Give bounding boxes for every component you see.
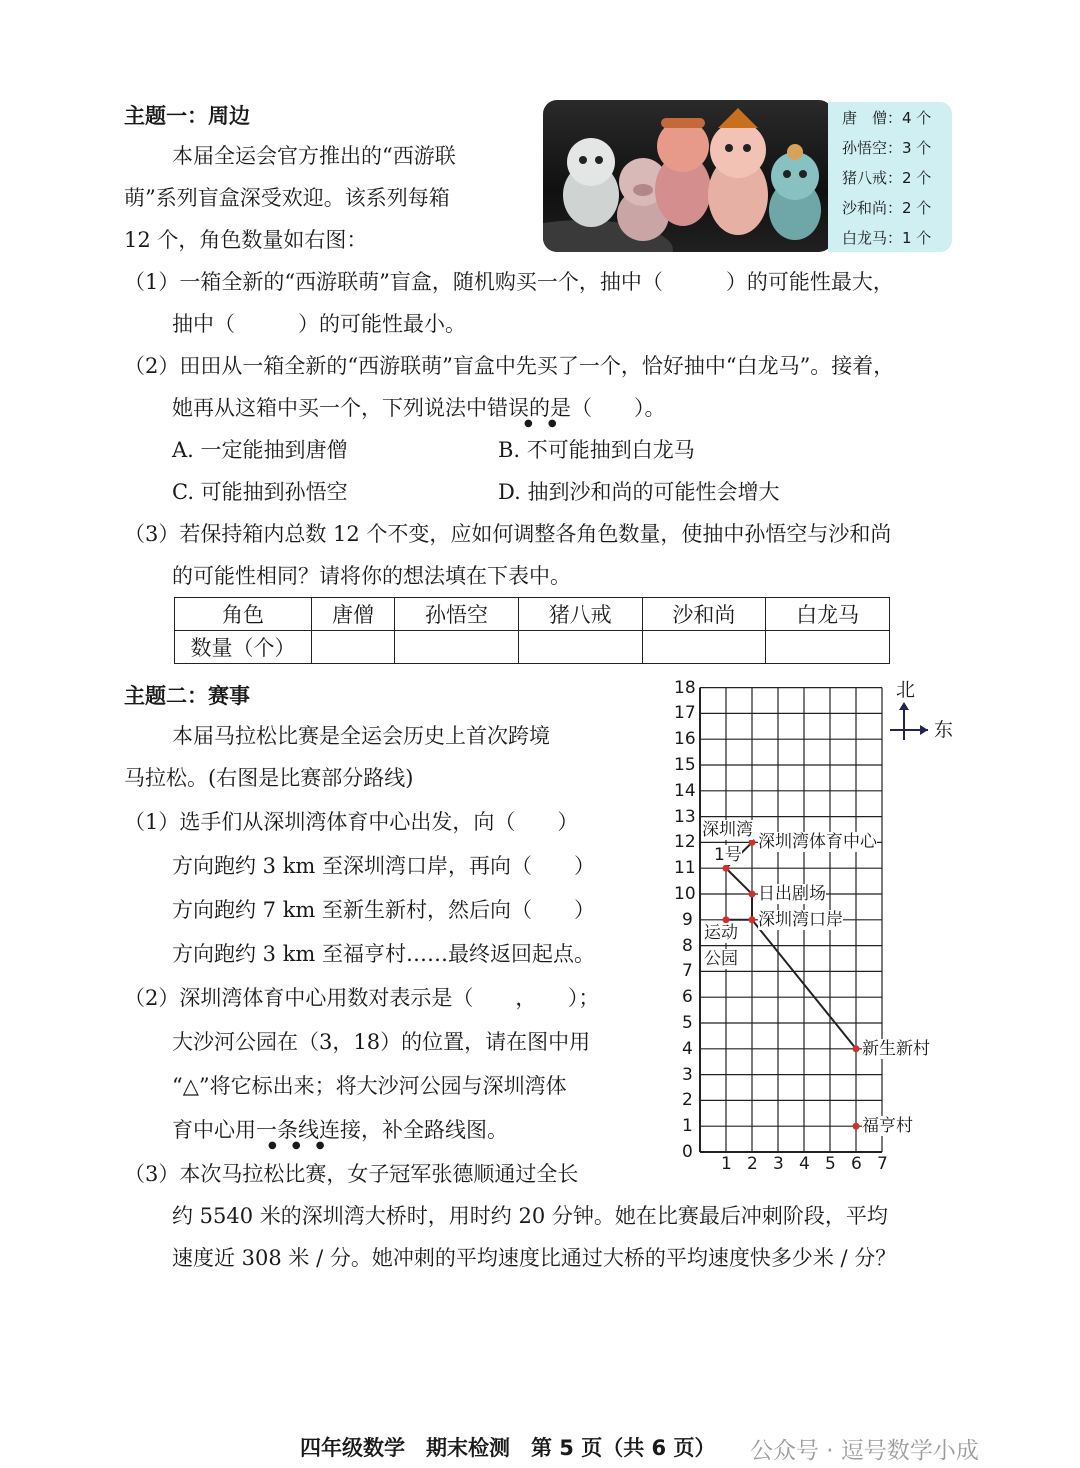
theme2-q1-line: 方向跑约 7 km 至新生新村，然后向（ ） <box>172 898 596 922</box>
answer-cell[interactable] <box>642 631 766 664</box>
compass-east-label: 东 <box>934 719 954 741</box>
theme2-q2-line: （2）深圳湾体育中心用数对表示是（ ， ）； <box>124 986 600 1010</box>
route-point <box>749 839 756 846</box>
theme2-q3-line: 约 5540 米的深圳湾大桥时，用时约 20 分钟。她在比赛最后冲刺阶段，平均 <box>172 1204 888 1228</box>
page-footer: 四年级数学 期末检测 第 5 页（共 6 页） <box>300 1436 716 1460</box>
theme2-q2-line: 育中心用一条线连接，补全路线图。 <box>172 1118 508 1142</box>
route-point <box>749 891 756 898</box>
y-tick-label: 1 <box>682 1116 693 1137</box>
theme1-heading: 主题一：周边 <box>124 104 250 128</box>
y-tick-label: 7 <box>682 961 693 982</box>
legend-item: 沙和尚：2 个 <box>842 199 932 217</box>
theme1-q2-option: D. 抽到沙和尚的可能性会增大 <box>498 480 780 504</box>
x-tick-label: 1 <box>721 1154 732 1174</box>
legend-item: 唐 僧：4 个 <box>842 109 932 127</box>
y-tick-label: 5 <box>682 1013 693 1033</box>
theme2-q1-line: 方向跑约 3 km 至福亨村……最终返回起点。 <box>172 942 596 966</box>
answer-cell[interactable] <box>395 631 519 664</box>
answer-cell[interactable] <box>312 631 395 664</box>
y-tick-label: 17 <box>674 703 696 724</box>
table-header-cell: 白龙马 <box>766 598 890 631</box>
compass <box>888 700 928 748</box>
y-tick-label: 3 <box>682 1064 693 1085</box>
x-tick-label: 4 <box>799 1154 810 1174</box>
route-point <box>749 916 756 923</box>
watermark: 公众号 · 逗号数学小成 <box>750 1438 979 1464</box>
answer-cell[interactable] <box>766 631 890 664</box>
legend-item: 孙悟空：3 个 <box>842 139 932 157</box>
table-header-cell: 沙和尚 <box>642 598 766 631</box>
x-tick-label: 2 <box>747 1154 758 1174</box>
table-row <box>175 598 890 631</box>
emphasis-dots: ● ● <box>524 418 563 429</box>
table-header-cell: 猪八戒 <box>518 598 642 631</box>
theme1-q2-option: C. 可能抽到孙悟空 <box>172 480 348 504</box>
emphasis-dots: ● ● ● <box>268 1140 331 1151</box>
legend-item: 猪八戒：2 个 <box>842 169 932 187</box>
route-point <box>723 865 730 872</box>
y-tick-label: 11 <box>674 858 696 879</box>
legend-item: 白龙马：1 个 <box>842 229 932 247</box>
theme1-q1-line: 抽中（ ）的可能性最小。 <box>172 312 466 336</box>
theme2-q1-line: 方向跑约 3 km 至深圳湾口岸，再向（ ） <box>172 854 596 878</box>
y-tick-label: 14 <box>674 780 696 801</box>
x-tick-label: 3 <box>773 1154 784 1174</box>
theme2-intro-line: 马拉松。(右图是比赛部分路线) <box>124 766 414 790</box>
y-tick-label: 0 <box>682 1142 693 1162</box>
place-label-park2: 运动 <box>704 922 738 943</box>
place-label-port: 深圳湾口岸 <box>758 909 843 930</box>
theme2-q3-line: 速度近 308 米 / 分。她冲刺的平均速度比通过大桥的平均速度快多少米 / 分？ <box>172 1246 897 1270</box>
theme1-q1-line: （1）一箱全新的“西游联萌”盲盒，随机购买一个，抽中（ ）的可能性最大， <box>124 270 894 294</box>
table-header-cell: 孙悟空 <box>395 598 519 631</box>
y-tick-label: 18 <box>674 677 696 698</box>
place-label-park1: 1号 <box>714 845 742 866</box>
x-tick-label: 6 <box>851 1154 862 1174</box>
theme1-intro-line: 12 个，角色数量如右图： <box>124 228 368 252</box>
y-tick-label: 15 <box>674 755 696 775</box>
y-tick-label: 9 <box>682 909 693 930</box>
theme1-q2-line: （2）田田从一箱全新的“西游联萌”盲盒中先买了一个，恰好抽中“白龙马”。接着， <box>124 354 895 378</box>
route-point <box>853 1045 860 1052</box>
theme2-q2-line: 大沙河公园在（3，18）的位置，请在图中用 <box>172 1030 591 1054</box>
place-label-fuheng: 福亨村 <box>862 1116 913 1137</box>
y-tick-label: 12 <box>674 832 696 853</box>
table-header-cell: 角色 <box>175 598 312 631</box>
x-tick-label: 5 <box>825 1154 836 1174</box>
y-tick-label: 16 <box>674 729 696 750</box>
place-label-park1: 深圳湾 <box>702 819 753 840</box>
character-quantity-table <box>174 597 890 664</box>
y-tick-label: 6 <box>682 987 693 1008</box>
theme1-q3-line: （3）若保持箱内总数 12 个不变，应如何调整各角色数量，使抽中孙悟空与沙和尚 <box>124 522 892 546</box>
theme2-q3-line: （3）本次马拉松比赛，女子冠军张德顺通过全长 <box>124 1162 579 1186</box>
character-count-legend <box>828 102 952 252</box>
table-header-cell: 唐僧 <box>312 598 395 631</box>
y-tick-label: 8 <box>682 935 693 956</box>
theme2-intro-line: 本届马拉松比赛是全运会历史上首次跨境 <box>172 724 550 748</box>
y-tick-label: 13 <box>674 806 696 827</box>
answer-cell[interactable] <box>518 631 642 664</box>
x-tick-label: 7 <box>877 1154 888 1174</box>
compass-arrows <box>888 700 928 744</box>
theme1-q2-option: B. 不可能抽到白龙马 <box>498 438 695 462</box>
theme1-q2-line: 她再从这箱中买一个，下列说法中错误的是（ ）。 <box>172 396 666 420</box>
place-label-sunrise-theater: 日出剧场 <box>758 884 826 904</box>
place-label-park2: 公园 <box>704 948 738 969</box>
table-row <box>175 631 890 664</box>
theme2-q2-line: “△”将它标出来；将大沙河公园与深圳湾体 <box>172 1074 567 1098</box>
theme1-intro-line: 萌”系列盲盒深受欢迎。该系列每箱 <box>124 186 450 210</box>
table-row-label: 数量（个） <box>175 631 312 664</box>
place-label-sports-center: 深圳湾体育中心 <box>758 832 877 853</box>
theme1-intro-line: 本届全运会官方推出的“西游联 <box>172 144 456 168</box>
y-tick-label: 4 <box>682 1038 693 1059</box>
theme2-heading: 主题二：赛事 <box>124 684 250 708</box>
route-point <box>853 1123 860 1130</box>
compass-north-label: 北 <box>896 679 916 701</box>
y-tick-label: 10 <box>674 884 696 904</box>
theme1-q3-line: 的可能性相同？请将你的想法填在下表中。 <box>172 564 571 588</box>
y-tick-label: 2 <box>682 1090 693 1111</box>
theme2-q1-line: （1）选手们从深圳湾体育中心出发，向（ ） <box>124 810 579 834</box>
theme1-q2-option: A. 一定能抽到唐僧 <box>172 438 348 462</box>
place-label-xinsheng: 新生新村 <box>862 1038 930 1059</box>
blind-box-figures-image <box>543 100 833 252</box>
